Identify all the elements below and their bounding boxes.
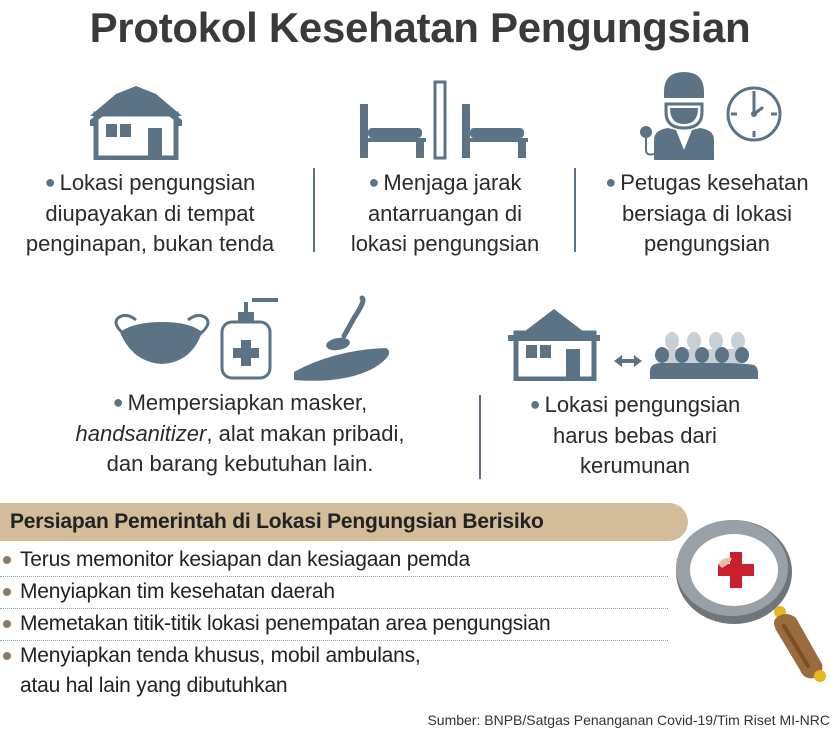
source-credit: Sumber: BNPB/Satgas Penanganan Covid-19/Tim Riset MI-NRC: [427, 712, 830, 728]
protocol-caption-3: ● Petugas kesehatan bersiaga di lokasi pengungsian: [605, 170, 809, 256]
bullet-dot: ●: [44, 172, 56, 192]
section-banner: [0, 503, 688, 541]
bullet-dot: ●: [529, 394, 541, 414]
bullet-dot: [3, 588, 11, 596]
bullet-dot: [3, 556, 11, 564]
section-heading: Persiapan Pemerintah di Lokasi Pengungsian Berisiko: [10, 510, 544, 533]
list-item: Memetakan titik-titik lokasi penempatan area pengungsian: [0, 609, 668, 641]
bullet-dot: [3, 620, 11, 628]
list-item: Menyiapkan tenda khusus, mobil ambulans, atau hal lain yang dibutuhkan: [0, 641, 668, 703]
house-icon: [86, 84, 186, 160]
protocol-caption-1: ● Lokasi pengungsian diupayakan di tempat penginapan, bukan tenda: [25, 170, 275, 256]
bullet-dot: ●: [112, 392, 124, 412]
divider: [313, 168, 315, 252]
list-item: Menyiapkan tim kesehatan daerah: [0, 577, 668, 609]
bullet-dot: ●: [605, 172, 617, 192]
protocol-caption-4: ● Mempersiapkan masker, handsanitizer, alat makan pribadi, dan barang kebutuhan lain.: [75, 390, 405, 476]
list-item: Terus memonitor kesiapan dan kesiagaan pemda: [0, 545, 668, 577]
health-worker-clock-icon: [636, 70, 786, 162]
magnifier-red-cross-icon: [672, 514, 832, 690]
protocol-caption-2: ● Menjaga jarak antarruangan di lokasi pengungsian: [350, 170, 540, 256]
house-vs-crowd-icon: [506, 305, 764, 381]
separated-beds-icon: [358, 80, 528, 160]
divider: [479, 395, 481, 479]
preparation-list: [0, 545, 668, 703]
divider: [574, 168, 576, 252]
bullet-dot: [3, 652, 11, 660]
protocol-caption-5: ● Lokasi pengungsian harus bebas dari kerumunan: [529, 392, 741, 478]
page-title: Protokol Kesehatan Pengungsian: [89, 4, 751, 51]
bullet-dot: ●: [368, 172, 380, 192]
mask-sanitizer-utensils-icon: [104, 292, 394, 384]
